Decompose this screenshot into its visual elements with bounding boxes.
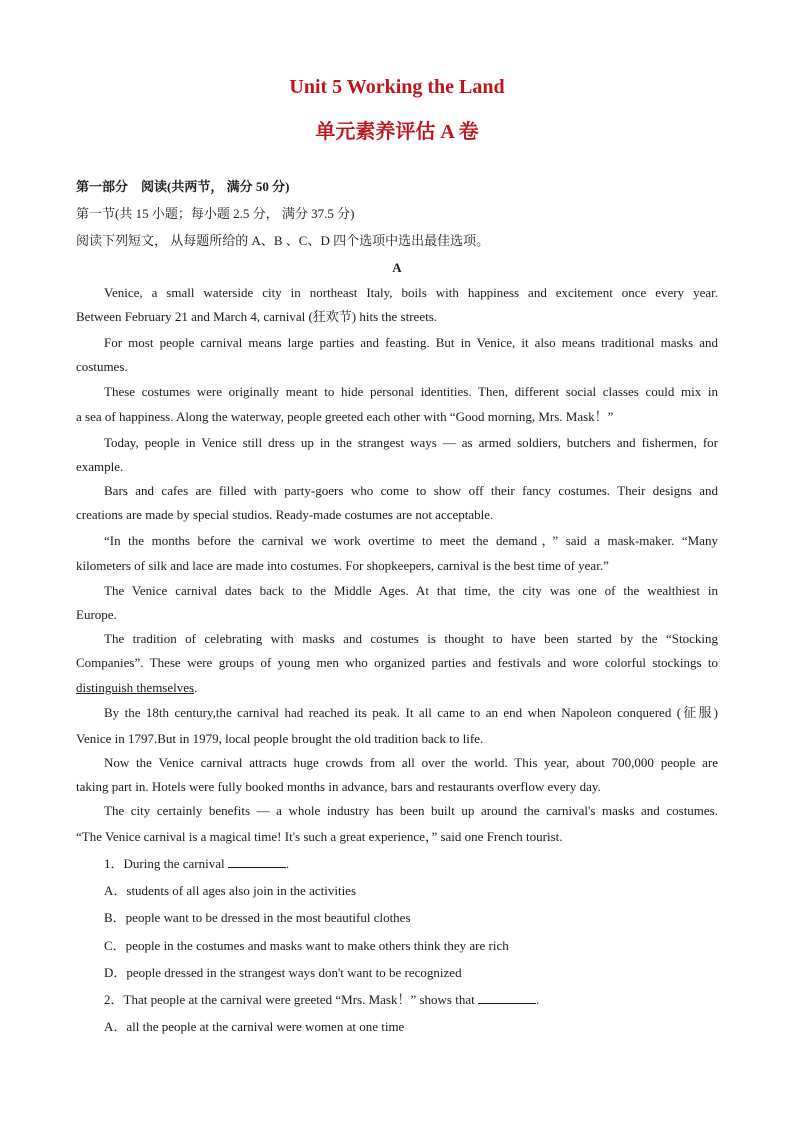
passage-line: Venice, a small waterside city in northeast Italy, boils with happiness and excitement once every year. xyxy=(104,285,718,300)
passage-line: Between February 21 and March 4, carnival (狂欢节) hits the streets. xyxy=(76,309,438,324)
passage-line xyxy=(76,680,718,696)
passage-line: The Venice carnival dates back to the Middle Ages. At that time, the city was one of the wealthiest in xyxy=(104,583,718,598)
question-stem: 2．That people at the carnival were greeted “Mrs. Mask！” shows that . xyxy=(104,992,540,1007)
passage-line: Europe. xyxy=(76,607,117,622)
passage-line: Now the Venice carnival attracts huge crowds from all over the world. This year, about 700,000 people are xyxy=(104,755,718,770)
passage-line: costumes. xyxy=(76,359,128,374)
passage-line: Venice in 1797.But in 1979, local people brought the old tradition back to life. xyxy=(76,731,484,746)
question-option: D．people dressed in the strangest ways don't want to be recognized xyxy=(104,965,462,980)
passage-line: creations are made by special studios. Ready-made costumes are not acceptable. xyxy=(76,507,494,522)
passage-line: By the 18th century,the carnival had reached its peak. It all came to an end when Napoleon conquered (征服) xyxy=(104,705,718,720)
passage-line: example. xyxy=(76,459,124,474)
passage-line: kilometers of silk and lace are made into costumes. For shopkeepers, carnival is the best time of year.” xyxy=(76,558,609,573)
passage-period: . xyxy=(194,680,198,695)
question-stem: 1．During the carnival . xyxy=(104,856,290,871)
answer-blank xyxy=(228,856,286,868)
passage-line: For most people carnival means large parties and feasting. But in Venice, it also means traditional masks and xyxy=(104,335,718,350)
underlined-phrase: distinguish themselves xyxy=(76,680,195,695)
passage-label: A xyxy=(392,260,402,275)
part-heading: 第一部分 阅读(共两节， 满分 50 分) xyxy=(76,179,290,194)
passage-line: a sea of happiness. Along the waterway, people greeted each other with “Good morning, Mrs. Mask！” xyxy=(76,409,614,424)
instruction-text: 阅读下列短文， 从每题所给的 A、B 、C、D 四个选项中选出最佳选项。 xyxy=(76,233,490,248)
passage-line: “In the months before the carnival we work overtime to meet the demand，” said a mask-maker. “Many xyxy=(104,533,718,548)
unit-title: Unit 5 Working the Land xyxy=(289,76,505,98)
passage-line: “The Venice carnival is a magical time! It's such a great experience，” said one French tourist. xyxy=(76,829,563,844)
passage-line: Companies”. These were groups of young men who organized parties and festivals and wore colorful stockings to xyxy=(76,655,718,670)
passage-line: taking part in. Hotels were fully booked months in advance, bars and restaurants overflow every day. xyxy=(76,779,601,794)
assessment-title: 单元素养评估 A 卷 xyxy=(315,121,479,143)
passage-line: The tradition of celebrating with masks and costumes is thought to have been started by the “Stocking xyxy=(104,631,718,646)
answer-blank xyxy=(478,992,536,1004)
passage-line: The city certainly benefits — a whole industry has been built up around the carnival's masks and costumes. xyxy=(104,803,718,818)
subsection-heading: 第一节(共 15 小题；每小题 2.5 分， 满分 37.5 分) xyxy=(76,206,355,221)
question-option: C．people in the costumes and masks want to make others think they are rich xyxy=(104,938,509,953)
passage-line: Bars and cafes are filled with party-goers who come to show off their fancy costumes. Their designs and xyxy=(104,483,718,498)
question-option: A．students of all ages also join in the activities xyxy=(104,883,357,898)
passage-line: Today, people in Venice still dress up in the strangest ways — as armed soldiers, butchers and fishermen, for xyxy=(104,435,718,450)
passage-line: These costumes were originally meant to hide personal identities. Then, different social classes could mix in xyxy=(104,384,718,399)
question-option: B．people want to be dressed in the most beautiful clothes xyxy=(104,910,411,925)
question-option: A．all the people at the carnival were women at one time xyxy=(104,1019,405,1034)
